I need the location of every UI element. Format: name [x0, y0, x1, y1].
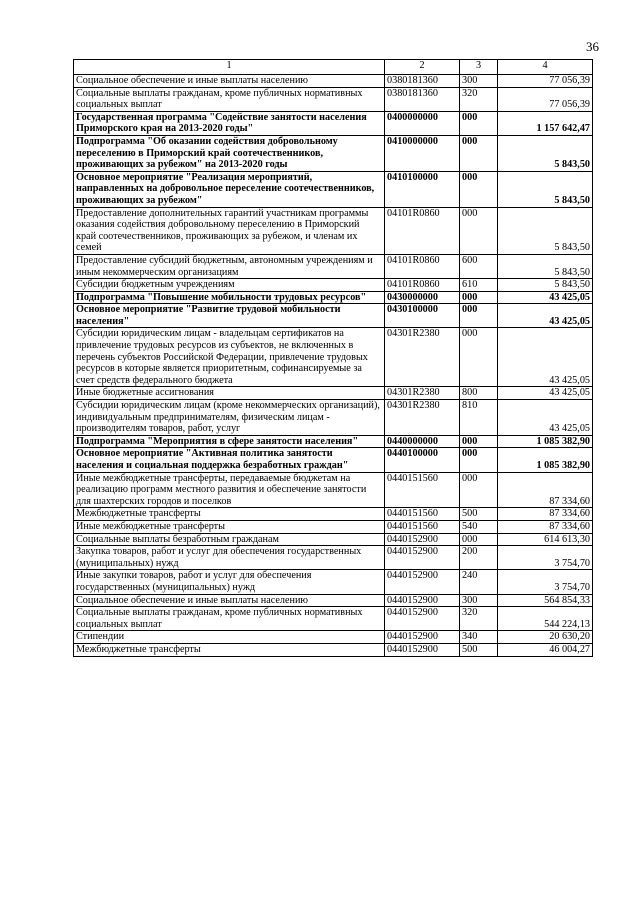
row-type: 540	[460, 520, 498, 533]
row-amount: 43 425,05	[498, 291, 593, 304]
table-row	[74, 643, 593, 656]
row-name: Основное мероприятие "Развитие трудовой мобильности населения"	[74, 304, 385, 328]
table-header-row	[74, 60, 593, 75]
row-amount: 564 854,33	[498, 594, 593, 607]
row-name: Стипендии	[74, 631, 385, 644]
row-name: Иные закупки товаров, работ и услуг для обеспечения государственных (муниципальных) нужд	[74, 570, 385, 594]
table-row	[74, 304, 593, 328]
header-col-1: 1	[74, 60, 385, 75]
row-amount: 5 843,50	[498, 171, 593, 207]
row-code: 0440152900	[385, 533, 460, 546]
table-row	[74, 111, 593, 135]
table-row	[74, 291, 593, 304]
row-type: 000	[460, 135, 498, 171]
table-row	[74, 400, 593, 436]
row-code: 0410100000	[385, 171, 460, 207]
header-col-2: 2	[385, 60, 460, 75]
row-name: Субсидии юридическим лицам - владельцам сертификатов на привлечение трудовых ресурсов из субъектов, не включенных в перечень субъектов Российской Федерации, привлечение трудовых ресурсов в которые является приоритетным, софинансируемые за счет средств федерального бюджета	[74, 328, 385, 387]
row-code: 0400000000	[385, 111, 460, 135]
row-code: 0380181360	[385, 87, 460, 111]
row-type: 000	[460, 304, 498, 328]
row-name: Социальное обеспечение и иные выплаты населению	[74, 75, 385, 88]
row-code: 0440151560	[385, 508, 460, 521]
row-type: 320	[460, 607, 498, 631]
row-amount: 5 843,50	[498, 207, 593, 254]
row-name: Основное мероприятие "Реализация мероприятий, направленных на добровольное переселение соотечественников, проживающих за рубежом"	[74, 171, 385, 207]
row-amount: 87 334,60	[498, 472, 593, 508]
row-code: 04101R0860	[385, 207, 460, 254]
row-amount: 46 004,27	[498, 643, 593, 656]
table-row	[74, 207, 593, 254]
table-row	[74, 75, 593, 88]
table-row	[74, 533, 593, 546]
row-name: Закупка товаров, работ и услуг для обеспечения государственных (муниципальных) нужд	[74, 546, 385, 570]
row-type: 000	[460, 533, 498, 546]
row-type: 320	[460, 87, 498, 111]
table-row	[74, 87, 593, 111]
row-name: Предоставление субсидий бюджетным, автономным учреждениям и иным некоммерческим организациям	[74, 254, 385, 278]
table-row	[74, 570, 593, 594]
table-row	[74, 448, 593, 472]
row-amount: 87 334,60	[498, 520, 593, 533]
table-row	[74, 472, 593, 508]
row-amount: 5 843,50	[498, 254, 593, 278]
row-type: 000	[460, 328, 498, 387]
table-row	[74, 279, 593, 292]
row-type: 500	[460, 643, 498, 656]
row-code: 0440152900	[385, 546, 460, 570]
row-name: Социальное обеспечение и иные выплаты населению	[74, 594, 385, 607]
row-name: Социальные выплаты гражданам, кроме публичных нормативных социальных выплат	[74, 607, 385, 631]
row-amount: 43 425,05	[498, 304, 593, 328]
row-type: 810	[460, 400, 498, 436]
table-row	[74, 254, 593, 278]
budget-table	[73, 59, 593, 657]
row-amount: 3 754,70	[498, 546, 593, 570]
row-type: 000	[460, 171, 498, 207]
row-code: 04301R2380	[385, 328, 460, 387]
row-amount: 87 334,60	[498, 508, 593, 521]
header-col-3: 3	[460, 60, 498, 75]
row-code: 0440152900	[385, 570, 460, 594]
row-amount: 1 085 382,90	[498, 448, 593, 472]
row-name: Межбюджетные трансферты	[74, 508, 385, 521]
row-type: 340	[460, 631, 498, 644]
row-type: 300	[460, 594, 498, 607]
row-type: 610	[460, 279, 498, 292]
row-amount: 5 843,50	[498, 279, 593, 292]
row-code: 0440152900	[385, 631, 460, 644]
table-row	[74, 594, 593, 607]
row-amount: 1 085 382,90	[498, 435, 593, 448]
header-col-4: 4	[498, 60, 593, 75]
row-type: 300	[460, 75, 498, 88]
row-type: 000	[460, 448, 498, 472]
table-row	[74, 520, 593, 533]
row-amount: 544 224,13	[498, 607, 593, 631]
row-name: Иные бюджетные ассигнования	[74, 387, 385, 400]
table-row	[74, 508, 593, 521]
row-code: 0440151560	[385, 520, 460, 533]
row-name: Иные межбюджетные трансферты, передаваемые бюджетам на реализацию программ местного развития и обеспечение занятости для шахтерских городов и поселков	[74, 472, 385, 508]
row-code: 0440100000	[385, 448, 460, 472]
row-type: 240	[460, 570, 498, 594]
row-code: 0440152900	[385, 607, 460, 631]
row-name: Социальные выплаты безработным гражданам	[74, 533, 385, 546]
row-code: 0440151560	[385, 472, 460, 508]
table-row	[74, 328, 593, 387]
row-amount: 43 425,05	[498, 328, 593, 387]
row-type: 800	[460, 387, 498, 400]
row-name: Субсидии юридическим лицам (кроме некоммерческих организаций), индивидуальным предпринимателям, физическим лицам - производителям товаров, работ, услуг	[74, 400, 385, 436]
row-type: 000	[460, 472, 498, 508]
row-code: 04301R2380	[385, 400, 460, 436]
row-code: 0440152900	[385, 594, 460, 607]
row-code: 04101R0860	[385, 254, 460, 278]
row-name: Подпрограмма "Мероприятия в сфере занятости населения"	[74, 435, 385, 448]
table-row	[74, 607, 593, 631]
row-amount: 43 425,05	[498, 387, 593, 400]
row-type: 000	[460, 207, 498, 254]
row-amount: 43 425,05	[498, 400, 593, 436]
row-name: Подпрограмма "Об оказании содействия добровольному переселению в Приморский край соотечественников, проживающих за рубежом" на 2013-2020 годы	[74, 135, 385, 171]
table-row	[74, 135, 593, 171]
row-name: Основное мероприятие "Активная политика занятости населения и социальная поддержка безработных граждан"	[74, 448, 385, 472]
table-row	[74, 631, 593, 644]
table-row	[74, 435, 593, 448]
row-name: Предоставление дополнительных гарантий участникам программы оказания содействия добровольному переселению в Приморский край соотечественников, проживающих за рубежом, и членам их семей	[74, 207, 385, 254]
table-row	[74, 171, 593, 207]
row-name: Социальные выплаты гражданам, кроме публичных нормативных социальных выплат	[74, 87, 385, 111]
row-code: 0410000000	[385, 135, 460, 171]
row-amount: 614 613,30	[498, 533, 593, 546]
row-amount: 5 843,50	[498, 135, 593, 171]
row-code: 0440152900	[385, 643, 460, 656]
page-number: 36	[586, 39, 599, 54]
row-amount: 77 056,39	[498, 75, 593, 88]
table-row	[74, 546, 593, 570]
row-name: Государственная программа "Содействие занятости населения Приморского края на 2013-2020 годы"	[74, 111, 385, 135]
row-type: 000	[460, 291, 498, 304]
table-row	[74, 387, 593, 400]
row-code: 0440000000	[385, 435, 460, 448]
row-name: Подпрограмма "Повышение мобильности трудовых ресурсов"	[74, 291, 385, 304]
row-name: Межбюджетные трансферты	[74, 643, 385, 656]
row-code: 0380181360	[385, 75, 460, 88]
row-type: 200	[460, 546, 498, 570]
row-type: 600	[460, 254, 498, 278]
row-code: 0430000000	[385, 291, 460, 304]
row-amount: 1 157 642,47	[498, 111, 593, 135]
row-name: Субсидии бюджетным учреждениям	[74, 279, 385, 292]
row-code: 0430100000	[385, 304, 460, 328]
row-name: Иные межбюджетные трансферты	[74, 520, 385, 533]
row-type: 000	[460, 111, 498, 135]
row-amount: 3 754,70	[498, 570, 593, 594]
row-type: 500	[460, 508, 498, 521]
row-code: 04101R0860	[385, 279, 460, 292]
row-amount: 77 056,39	[498, 87, 593, 111]
row-type: 000	[460, 435, 498, 448]
row-code: 04301R2380	[385, 387, 460, 400]
row-amount: 20 630,20	[498, 631, 593, 644]
